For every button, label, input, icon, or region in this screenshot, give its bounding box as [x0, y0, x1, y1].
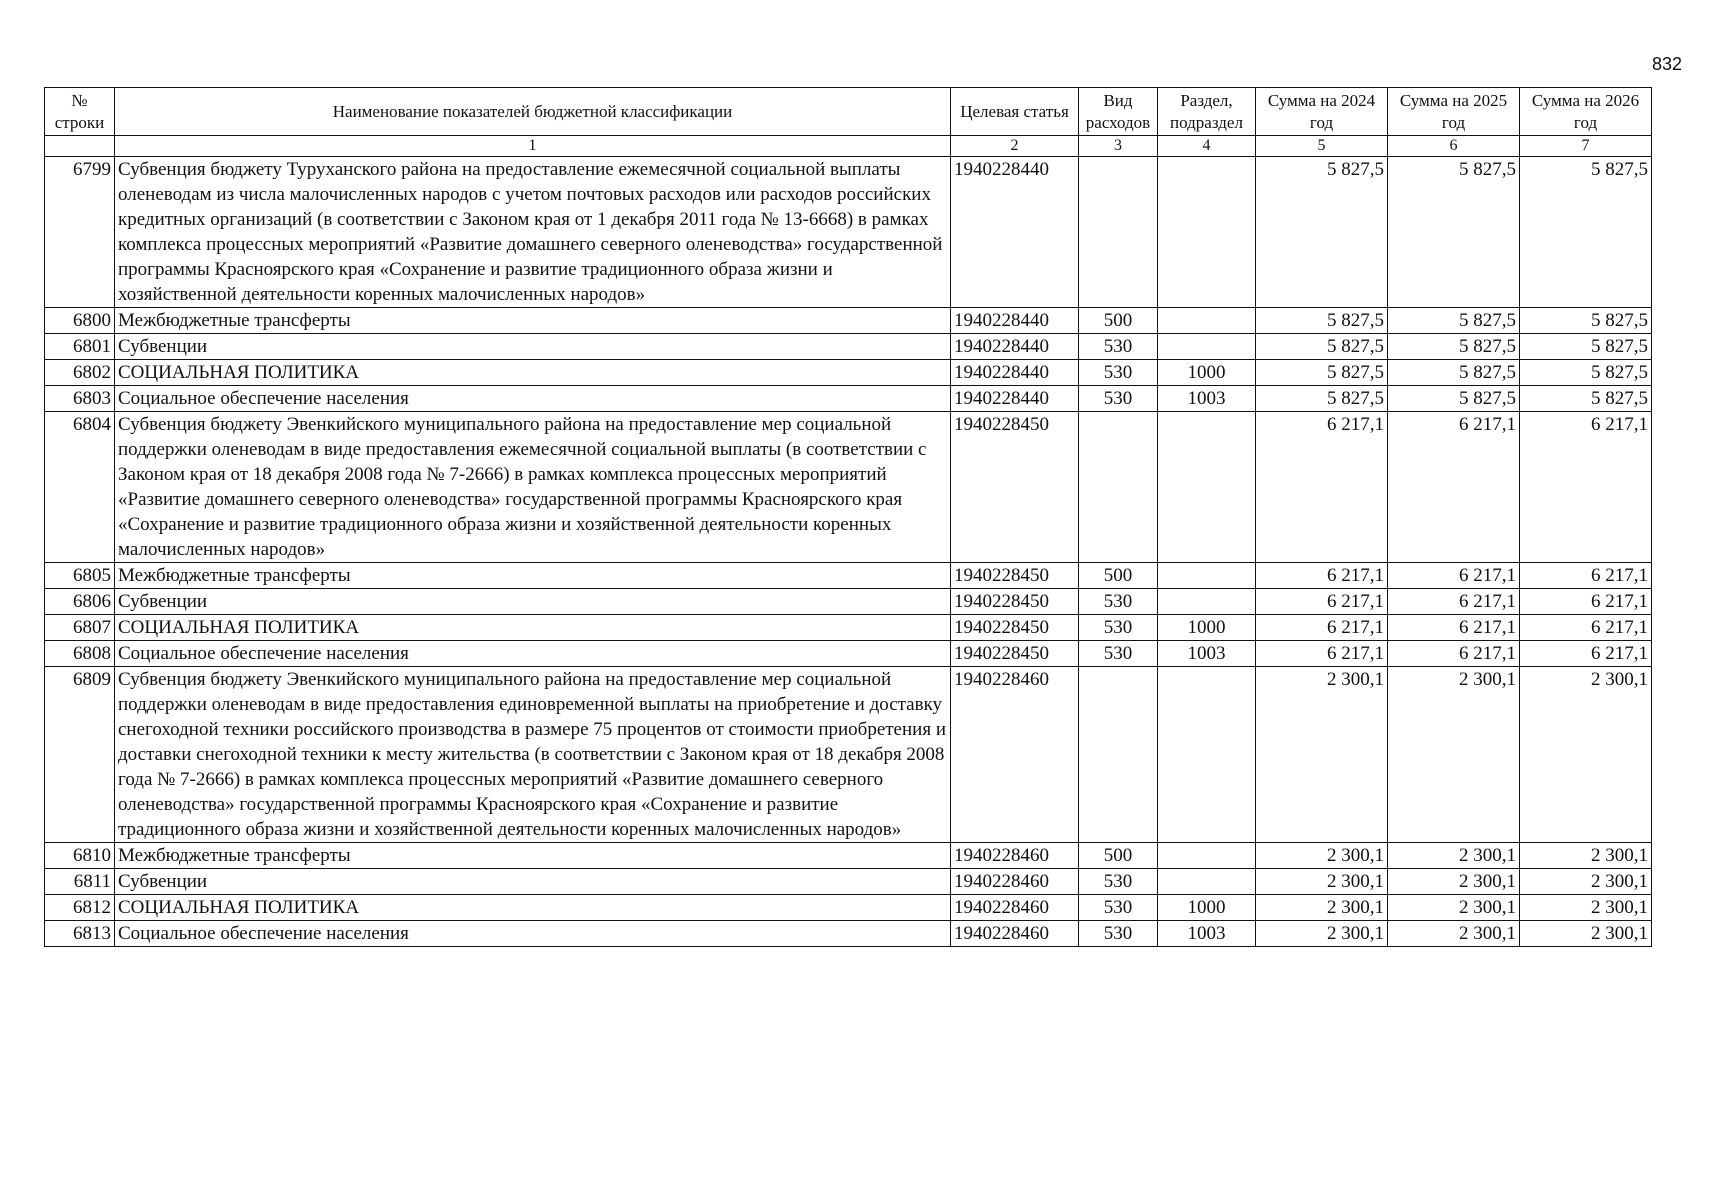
- row-sum-2024: 2 300,1: [1256, 843, 1388, 869]
- row-name: Субвенции: [115, 589, 951, 615]
- row-sum-2024: 6 217,1: [1256, 615, 1388, 641]
- header-name: Наименование показателей бюджетной классификации: [115, 88, 951, 136]
- row-expense-type: 500: [1079, 308, 1158, 334]
- row-sum-2024: 2 300,1: [1256, 895, 1388, 921]
- column-number: 6: [1388, 136, 1520, 157]
- row-number: 6810: [45, 843, 115, 869]
- row-expense-type: 530: [1079, 589, 1158, 615]
- row-target: 1940228440: [951, 334, 1079, 360]
- column-number: 1: [115, 136, 951, 157]
- row-section: 1003: [1158, 386, 1256, 412]
- row-target: 1940228460: [951, 895, 1079, 921]
- row-sum-2024: 2 300,1: [1256, 667, 1388, 843]
- row-expense-type: 530: [1079, 641, 1158, 667]
- row-sum-2024: 6 217,1: [1256, 563, 1388, 589]
- row-target: 1940228440: [951, 386, 1079, 412]
- row-section: [1158, 308, 1256, 334]
- row-section: [1158, 157, 1256, 308]
- row-sum-2025: 2 300,1: [1388, 869, 1520, 895]
- row-number: 6811: [45, 869, 115, 895]
- table-row: [45, 563, 1652, 589]
- row-name: Социальное обеспечение населения: [115, 921, 951, 947]
- row-section: [1158, 412, 1256, 563]
- row-sum-2026: 6 217,1: [1520, 615, 1652, 641]
- row-name: Субвенции: [115, 334, 951, 360]
- row-name: Субвенция бюджету Эвенкийского муниципального района на предоставление мер социальной поддержки оленеводам в виде предоставления единовременной выплаты на приобретение и доставку снегоходной техники российского производства в размере 75 процентов от стоимости приобретения и доставки снегоходной техники к месту жительства (в соответствии с Законом края от 18 декабря 2008 года № 7-2666) в рамках комплекса процессных мероприятий «Развитие домашнего северного оленеводства» государственной программы Красноярского края «Сохранение и развитие традиционного образа жизни и хозяйственной деятельности коренных малочисленных народов»: [115, 667, 951, 843]
- row-expense-type: 500: [1079, 563, 1158, 589]
- header-row-no: № строки: [45, 88, 115, 136]
- row-target: 1940228450: [951, 589, 1079, 615]
- row-section: 1000: [1158, 615, 1256, 641]
- table-row: [45, 157, 1652, 308]
- row-sum-2024: 6 217,1: [1256, 641, 1388, 667]
- row-target: 1940228460: [951, 667, 1079, 843]
- row-sum-2025: 5 827,5: [1388, 386, 1520, 412]
- row-section: [1158, 334, 1256, 360]
- row-name: СОЦИАЛЬНАЯ ПОЛИТИКА: [115, 360, 951, 386]
- row-number: 6806: [45, 589, 115, 615]
- row-sum-2025: 5 827,5: [1388, 334, 1520, 360]
- column-number: 5: [1256, 136, 1388, 157]
- row-sum-2024: 2 300,1: [1256, 921, 1388, 947]
- table-row: [45, 895, 1652, 921]
- header-section: Раздел, подраздел: [1158, 88, 1256, 136]
- row-sum-2024: 5 827,5: [1256, 386, 1388, 412]
- row-sum-2025: 2 300,1: [1388, 921, 1520, 947]
- row-sum-2025: 5 827,5: [1388, 157, 1520, 308]
- row-section: [1158, 563, 1256, 589]
- row-name: Межбюджетные трансферты: [115, 563, 951, 589]
- row-sum-2026: 2 300,1: [1520, 921, 1652, 947]
- row-sum-2026: 6 217,1: [1520, 412, 1652, 563]
- row-sum-2026: 5 827,5: [1520, 157, 1652, 308]
- row-expense-type: 530: [1079, 921, 1158, 947]
- column-number-row: [45, 136, 1652, 157]
- table-row: [45, 360, 1652, 386]
- row-expense-type: [1079, 412, 1158, 563]
- row-number: 6807: [45, 615, 115, 641]
- row-expense-type: 530: [1079, 869, 1158, 895]
- row-section: [1158, 843, 1256, 869]
- header-sum-2025: Сумма на 2025 год: [1388, 88, 1520, 136]
- row-sum-2026: 5 827,5: [1520, 334, 1652, 360]
- row-number: 6808: [45, 641, 115, 667]
- row-number: 6802: [45, 360, 115, 386]
- row-number: 6809: [45, 667, 115, 843]
- row-sum-2026: 2 300,1: [1520, 667, 1652, 843]
- row-name: Субвенции: [115, 869, 951, 895]
- row-sum-2024: 5 827,5: [1256, 308, 1388, 334]
- row-sum-2024: 2 300,1: [1256, 869, 1388, 895]
- row-sum-2026: 6 217,1: [1520, 641, 1652, 667]
- row-section: 1003: [1158, 641, 1256, 667]
- row-number: 6799: [45, 157, 115, 308]
- table-row: [45, 386, 1652, 412]
- page-number: 832: [1652, 54, 1683, 74]
- row-section: [1158, 667, 1256, 843]
- row-number: 6805: [45, 563, 115, 589]
- row-target: 1940228460: [951, 921, 1079, 947]
- table-row: [45, 869, 1652, 895]
- row-number: 6812: [45, 895, 115, 921]
- row-sum-2024: 5 827,5: [1256, 360, 1388, 386]
- row-sum-2026: 5 827,5: [1520, 360, 1652, 386]
- header-row: [45, 88, 1652, 136]
- header-expense-type: Вид расходов: [1079, 88, 1158, 136]
- row-number: 6813: [45, 921, 115, 947]
- row-expense-type: 530: [1079, 334, 1158, 360]
- row-sum-2025: 6 217,1: [1388, 563, 1520, 589]
- row-target: 1940228460: [951, 843, 1079, 869]
- row-sum-2025: 5 827,5: [1388, 360, 1520, 386]
- row-number: 6803: [45, 386, 115, 412]
- row-sum-2026: 6 217,1: [1520, 589, 1652, 615]
- row-sum-2024: 5 827,5: [1256, 157, 1388, 308]
- row-name: СОЦИАЛЬНАЯ ПОЛИТИКА: [115, 615, 951, 641]
- row-target: 1940228450: [951, 412, 1079, 563]
- row-name: СОЦИАЛЬНАЯ ПОЛИТИКА: [115, 895, 951, 921]
- row-sum-2025: 2 300,1: [1388, 667, 1520, 843]
- row-sum-2025: 5 827,5: [1388, 308, 1520, 334]
- column-number: 7: [1520, 136, 1652, 157]
- row-name: Межбюджетные трансферты: [115, 308, 951, 334]
- table-row: [45, 412, 1652, 563]
- table-row: [45, 308, 1652, 334]
- row-sum-2025: 6 217,1: [1388, 412, 1520, 563]
- row-name: Субвенция бюджету Туруханского района на предоставление ежемесячной социальной выплаты оленеводам из числа малочисленных народов с учетом почтовых расходов или расходов российских кредитных организаций (в соответствии с Законом края от 1 декабря 2011 года № 13-6668) в рамках комплекса процессных мероприятий «Развитие домашнего северного оленеводства» государственной программы Красноярского края «Сохранение и развитие традиционного образа жизни и хозяйственной деятельности коренных малочисленных народов»: [115, 157, 951, 308]
- header-sum-2024: Сумма на 2024 год: [1256, 88, 1388, 136]
- row-expense-type: 530: [1079, 615, 1158, 641]
- row-expense-type: 500: [1079, 843, 1158, 869]
- table-row: [45, 921, 1652, 947]
- row-target: 1940228450: [951, 615, 1079, 641]
- row-number: 6804: [45, 412, 115, 563]
- row-expense-type: [1079, 667, 1158, 843]
- row-expense-type: 530: [1079, 895, 1158, 921]
- column-number: 2: [951, 136, 1079, 157]
- row-section: [1158, 869, 1256, 895]
- table-row: [45, 641, 1652, 667]
- row-number: 6801: [45, 334, 115, 360]
- column-number: [45, 136, 115, 157]
- row-sum-2025: 2 300,1: [1388, 843, 1520, 869]
- row-target: 1940228460: [951, 869, 1079, 895]
- column-number: 4: [1158, 136, 1256, 157]
- row-section: 1000: [1158, 360, 1256, 386]
- row-sum-2026: 2 300,1: [1520, 869, 1652, 895]
- row-section: [1158, 589, 1256, 615]
- column-number: 3: [1079, 136, 1158, 157]
- budget-table: [44, 87, 1652, 947]
- row-sum-2025: 6 217,1: [1388, 615, 1520, 641]
- row-name: Субвенция бюджету Эвенкийского муниципального района на предоставление мер социальной поддержки оленеводам в виде предоставления ежемесячной социальной выплаты (в соответствии с Законом края от 18 декабря 2008 года № 7-2666) в рамках комплекса процессных мероприятий «Развитие домашнего северного оленеводства» государственной программы Красноярского края «Сохранение и развитие традиционного образа жизни и хозяйственной деятельности коренных малочисленных народов»: [115, 412, 951, 563]
- row-sum-2025: 6 217,1: [1388, 641, 1520, 667]
- row-number: 6800: [45, 308, 115, 334]
- header-sum-2026: Сумма на 2026 год: [1520, 88, 1652, 136]
- row-sum-2025: 2 300,1: [1388, 895, 1520, 921]
- row-section: 1000: [1158, 895, 1256, 921]
- row-expense-type: 530: [1079, 360, 1158, 386]
- row-target: 1940228440: [951, 157, 1079, 308]
- row-sum-2026: 2 300,1: [1520, 843, 1652, 869]
- table-row: [45, 667, 1652, 843]
- row-sum-2024: 5 827,5: [1256, 334, 1388, 360]
- table-row: [45, 615, 1652, 641]
- row-name: Межбюджетные трансферты: [115, 843, 951, 869]
- row-sum-2026: 2 300,1: [1520, 895, 1652, 921]
- row-sum-2024: 6 217,1: [1256, 412, 1388, 563]
- row-target: 1940228450: [951, 563, 1079, 589]
- row-expense-type: [1079, 157, 1158, 308]
- table-row: [45, 589, 1652, 615]
- row-sum-2026: 5 827,5: [1520, 308, 1652, 334]
- row-sum-2026: 6 217,1: [1520, 563, 1652, 589]
- row-target: 1940228440: [951, 360, 1079, 386]
- table-row: [45, 334, 1652, 360]
- row-section: 1003: [1158, 921, 1256, 947]
- row-expense-type: 530: [1079, 386, 1158, 412]
- row-target: 1940228450: [951, 641, 1079, 667]
- table-row: [45, 843, 1652, 869]
- row-sum-2024: 6 217,1: [1256, 589, 1388, 615]
- row-name: Социальное обеспечение населения: [115, 641, 951, 667]
- row-sum-2025: 6 217,1: [1388, 589, 1520, 615]
- header-target: Целевая статья: [951, 88, 1079, 136]
- row-name: Социальное обеспечение населения: [115, 386, 951, 412]
- row-target: 1940228440: [951, 308, 1079, 334]
- row-sum-2026: 5 827,5: [1520, 386, 1652, 412]
